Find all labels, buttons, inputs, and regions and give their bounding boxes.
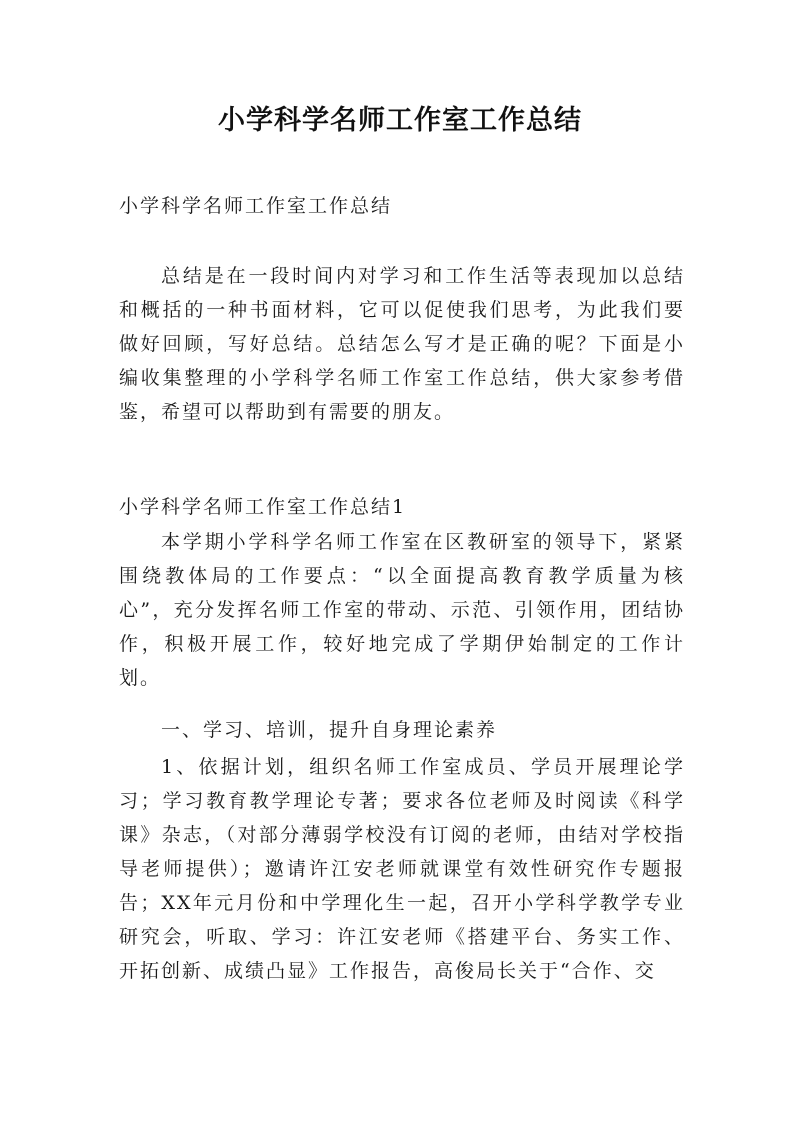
section-paragraph: 本学期小学科学名师工作室在区教研室的领导下，紧紧围绕教体局的工作要点：“以全面提高教育教学质量为核心”，充分发挥名师工作室的带动、示范、引领作用，团结协作，积极开展工作，较好地完成了学期伊始制定的工作计划。 xyxy=(119,531,685,689)
intro-paragraph: 总结是在一段时间内对学习和工作生活等表现加以总结和概括的一种书面材料，它可以促使我们思考，为此我们要做好回顾，写好总结。总结怎么写才是正确的呢？下面是小编收集整理的小学科学名师工作室工作总结，供大家参考借鉴，希望可以帮助到有需要的朋友。 xyxy=(119,265,685,423)
section-heading: 小学科学名师工作室工作总结1 xyxy=(119,496,407,518)
section-paragraph-2: 1、依据计划，组织名师工作室成员、学员开展理论学习；学习教育教学理论专著；要求各位老师及时阅读《科学课》杂志，（对部分薄弱学校没有订阅的老师，由结对学校指导老师提供）；邀请许江安老师就课堂有效性研究作专题报告；XX年元月份和中学理化生一起，召开小学科学教学专业研究会，听取、学习：许江安老师《搭建平台、务实工作、开拓创新、成绩凸显》工作报告，高俊局长关于“合作、交 xyxy=(119,756,685,982)
document-title: 小学科学名师工作室工作总结 xyxy=(218,105,582,136)
document-subtitle: 小学科学名师工作室工作总结 xyxy=(119,195,393,217)
sub-heading: 一、学习、培训，提升自身理论素养 xyxy=(161,719,498,741)
